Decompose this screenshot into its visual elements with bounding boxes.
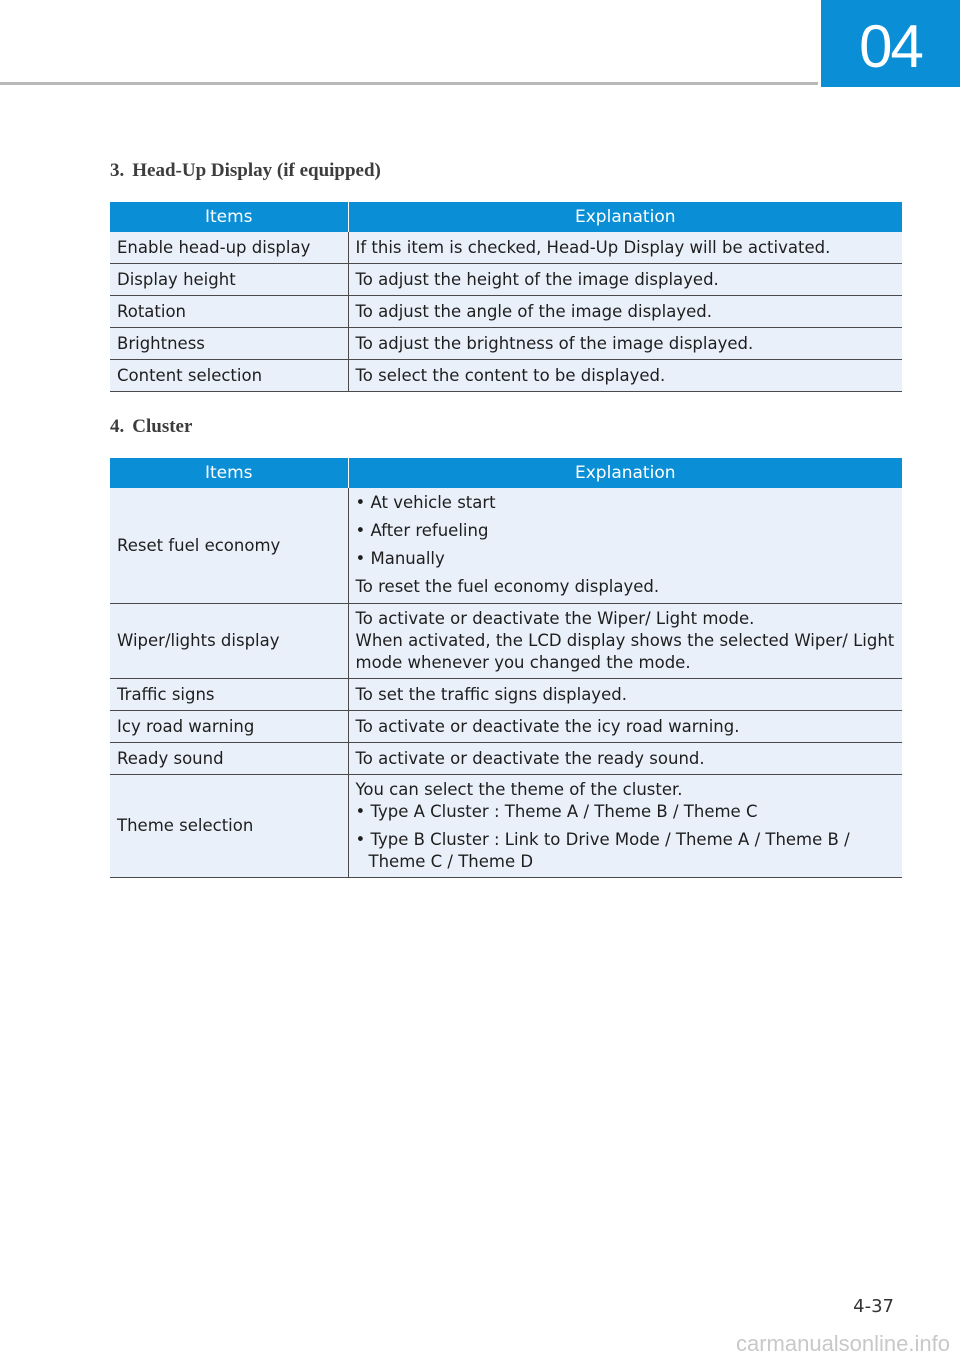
bullet-item: • At vehicle start (355, 493, 496, 512)
explanation-cell: To adjust the angle of the image displayed. (348, 296, 902, 328)
explanation-cell: To adjust the height of the image displayed. (348, 264, 902, 296)
column-header-explanation: Explanation (348, 458, 902, 488)
explanation-cell: To select the content to be displayed. (348, 360, 902, 392)
explanation-intro: You can select the theme of the cluster. (355, 779, 683, 799)
table-row (110, 711, 902, 743)
table-row (110, 775, 902, 878)
table-row (110, 488, 902, 604)
item-cell: Enable head-up display (110, 232, 348, 264)
explanation-cell: To adjust the brightness of the image displayed. (348, 328, 902, 360)
explanation-note: To reset the fuel economy displayed. (355, 577, 660, 596)
watermark: carmanualsonline.info (735, 1331, 950, 1356)
item-cell: Icy road warning (110, 711, 348, 743)
table-row (110, 360, 902, 392)
explanation-cell: To set the traffic signs displayed. (348, 679, 902, 711)
section-number: 3. (110, 160, 125, 181)
explanation-line: When activated, the LCD display shows the selected Wiper/ Light mode whenever you changed the mode. (355, 630, 895, 672)
bullet-item: • After refueling (355, 521, 489, 540)
table-header-row (110, 202, 902, 232)
item-cell: Reset fuel economy (110, 488, 348, 604)
explanation-line: To activate or deactivate the Wiper/ Light mode. (355, 608, 755, 628)
section-title: Head-Up Display (if equipped) (132, 160, 381, 181)
item-cell: Display height (110, 264, 348, 296)
explanation-cell: To activate or deactivate the icy road warning. (348, 711, 902, 743)
table-header-row (110, 458, 902, 488)
table-row (110, 264, 902, 296)
table-row (110, 296, 902, 328)
head-up-display-table (110, 202, 902, 392)
item-cell: Traffic signs (110, 679, 348, 711)
item-cell: Rotation (110, 296, 348, 328)
section-title: Cluster (132, 416, 193, 437)
explanation-cell: To activate or deactivate the ready sound. (348, 743, 902, 775)
item-cell: Content selection (110, 360, 348, 392)
column-header-explanation: Explanation (348, 202, 902, 232)
table-row (110, 679, 902, 711)
table-row (110, 743, 902, 775)
column-header-items: Items (110, 458, 348, 488)
explanation-cell (348, 604, 902, 679)
item-cell: Brightness (110, 328, 348, 360)
explanation-cell (348, 775, 902, 878)
item-cell: Wiper/lights display (110, 604, 348, 679)
table-row (110, 604, 902, 679)
item-cell: Theme selection (110, 775, 348, 878)
bullet-item: • Type A Cluster : Theme A / Theme B / Theme C (355, 801, 758, 821)
chapter-tab (821, 0, 960, 87)
table-row (110, 328, 902, 360)
explanation-cell (348, 488, 902, 604)
page-number: 4-37 (853, 1296, 894, 1317)
explanation-cell: If this item is checked, Head-Up Display will be activated. (348, 232, 902, 264)
cluster-table (110, 458, 902, 878)
section-number: 4. (110, 416, 125, 437)
section-heading-head-up-display (110, 160, 381, 182)
table-row (110, 232, 902, 264)
column-header-items: Items (110, 202, 348, 232)
item-cell: Ready sound (110, 743, 348, 775)
bullet-item: • Manually (355, 549, 445, 568)
header-rule (0, 82, 818, 85)
bullet-item: • Type B Cluster : Link to Drive Mode / Theme A / Theme B / Theme C / Theme D (355, 829, 850, 871)
chapter-number: 04 (859, 13, 922, 80)
section-heading-cluster (110, 416, 192, 438)
